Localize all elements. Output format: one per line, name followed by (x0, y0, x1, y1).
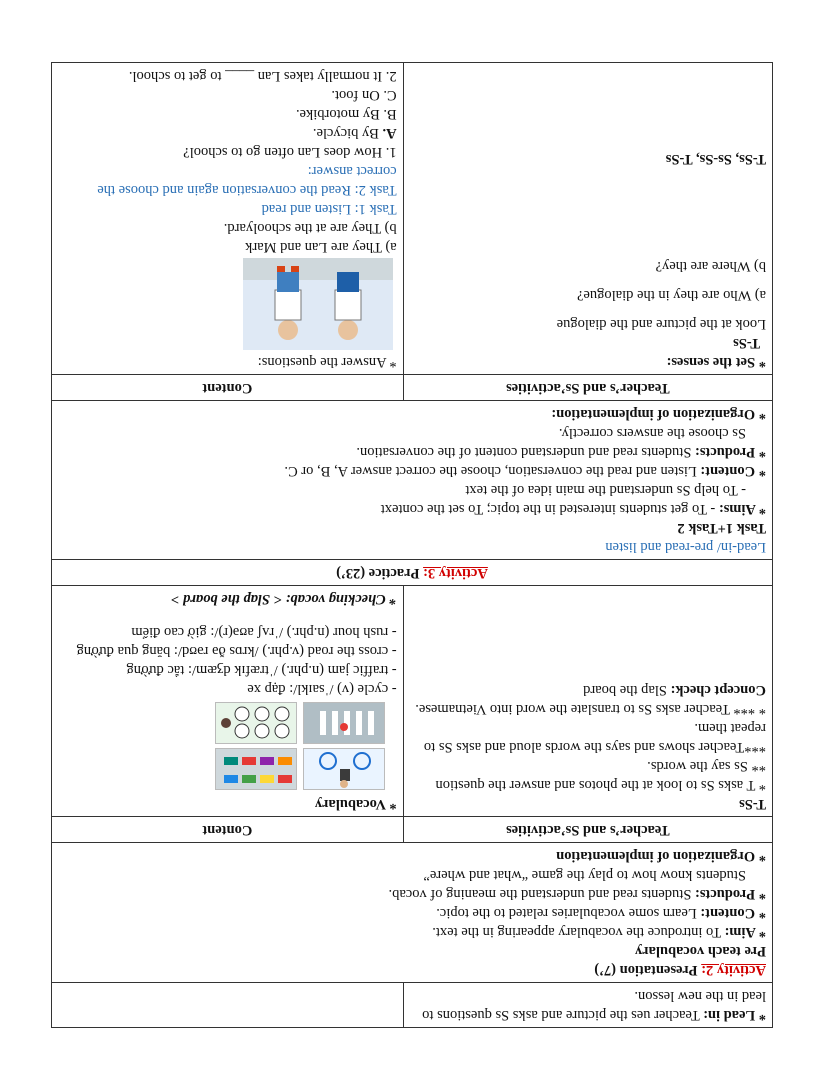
products-text-2: Students know how to play the game “what and where” (423, 867, 746, 883)
question-2: 2. It normally takes Lan ____ to get to school. (128, 68, 397, 84)
rush-hour-clocks-image (215, 702, 297, 744)
cyclist-image (303, 748, 385, 790)
products-text: Students read and understand the meaning of vocab. (388, 886, 692, 902)
aims-text-2: - To help Ss understand the main idea of the text (465, 482, 746, 498)
lead-in-label: * Lead in: (703, 1007, 766, 1023)
organization-label: * Organization of implementation (556, 848, 766, 864)
step-3: ***Teacher shows and says the words aloud and asks Ss to repeat them. (423, 720, 766, 755)
set-senses: * Set the senses: (666, 354, 766, 370)
vocabulary-title: * Vocabulary (314, 796, 397, 812)
activity2-header-cell (52, 843, 773, 983)
students-image (243, 258, 393, 350)
question-a: a) Who are they in the dialogue? (577, 287, 766, 303)
step-1: * T asks Ss to look at the photos and answer the question (435, 777, 766, 793)
a3-content-text: Listen and read the conversation, choose the correct answer A, B, or C. (284, 463, 697, 479)
concept-check-text: Slap the board (583, 682, 667, 698)
a3-products-text: Students read and understand content of the conversation. (356, 444, 692, 460)
answer-a: a) They are Lan and Mark (245, 239, 397, 255)
activity2-col1-header: Teacher’s and Ss’activities (403, 817, 772, 843)
ts-ss-label: T-Ss, Ss-Ss, T-Ss (665, 151, 766, 167)
look-picture: Look at the picture and the dialogue (556, 316, 766, 332)
activity2-right-cell (52, 586, 404, 817)
vocab-images (58, 748, 385, 790)
vocab-item-4: - rush hour (n.phr.) /ˈrʌʃ aʊə(r)/: giờ cao điểm (131, 624, 397, 640)
a3-organization-label: * Organization of implementation: (551, 406, 766, 422)
ts-label: T-Ss (739, 796, 766, 812)
vocab-item-2: - traffic jam (n.phr.) /ˈtræfɪk dʒæm/: tắc đường (126, 662, 397, 678)
option-a: A. By bicycle. (312, 125, 397, 141)
aims-label: * Aims: (718, 501, 766, 517)
activity3-col2-header: Content (52, 375, 404, 401)
activity3-title: Activity 3: (423, 565, 488, 581)
activity3-task: Task 1+Task 2 (677, 520, 766, 536)
a3-products-text-2: Ss choose the answers correctly. (558, 425, 746, 441)
activity2-left-cell (403, 586, 772, 817)
task2-text: Task 2: Read the conversation again and choose the correct answer: (97, 163, 397, 198)
aim-text: To introduce the vocabulary appearing in the text. (432, 924, 722, 940)
answer-b: b) They are at the schoolyard. (223, 220, 397, 236)
products-label: * Products: (694, 886, 766, 902)
cross-road-image (303, 702, 385, 744)
content-label: * Content: (700, 905, 766, 921)
vocab-images-2 (58, 702, 385, 744)
a3-products-label: * Products: (694, 444, 766, 460)
step-4: * *** Teacher asks Ss to translate the word into Vietnamese. (415, 701, 766, 717)
answer-questions: * Answer the questions: (257, 354, 397, 370)
a3-content-label: * Content: (700, 463, 766, 479)
question-b: b) Where are they? (655, 258, 766, 274)
option-b: B. By motorbike. (295, 106, 397, 122)
activity3-right-cell (52, 63, 404, 375)
traffic-jam-image (215, 748, 297, 790)
a3-ts-label: T-Ss (733, 335, 760, 351)
aim-label: * Aim: (724, 924, 766, 940)
activity2-col2-header: Content (52, 817, 404, 843)
task1-text: Task 1: Listen and read (261, 201, 397, 217)
lead-in-cell (403, 983, 772, 1028)
vocab-item-3: - cross the road (v.phr.) /krɒs ðə rəʊd/: băng qua đường (76, 643, 397, 659)
activity3-col1-header: Teacher’s and Ss’activities (403, 375, 772, 401)
vocab-item-1: - cycle (v) /ˈsaɪkl/: đạp xe (247, 681, 397, 697)
activity2-subtitle: Pre teach vocabulary (634, 943, 766, 959)
activity3-left-cell (403, 63, 772, 375)
lead-in-text: Teacher ues the picture and asks Ss questions to lead in the new lesson. (422, 988, 766, 1023)
checking-vocab: * Checking vocab: < Slap the board > (171, 591, 397, 607)
activity3-header-cell (52, 560, 773, 586)
activity2-title: Activity 2: (701, 962, 766, 978)
lesson-plan-table (51, 62, 773, 1028)
question-1: 1. How does Lan often go to school? (183, 144, 397, 160)
lead-in-empty-cell (52, 983, 404, 1028)
content-text: Learn some vocabularies related to the topic. (436, 905, 697, 921)
option-c: C. On foot. (331, 87, 397, 103)
step-2: ** Ss say the words. (647, 758, 766, 774)
concept-check-label: Concept check: (670, 682, 766, 698)
activity3-info-cell (52, 401, 773, 560)
activity3-title-rest: Practice (23’) (336, 565, 420, 581)
aims-text: - To get students interested in the topic; To set the context (380, 501, 716, 517)
activity3-lead: Lead-in/ pre-read and listen (605, 539, 766, 555)
activity2-title-rest: Presentation (7’) (594, 962, 698, 978)
